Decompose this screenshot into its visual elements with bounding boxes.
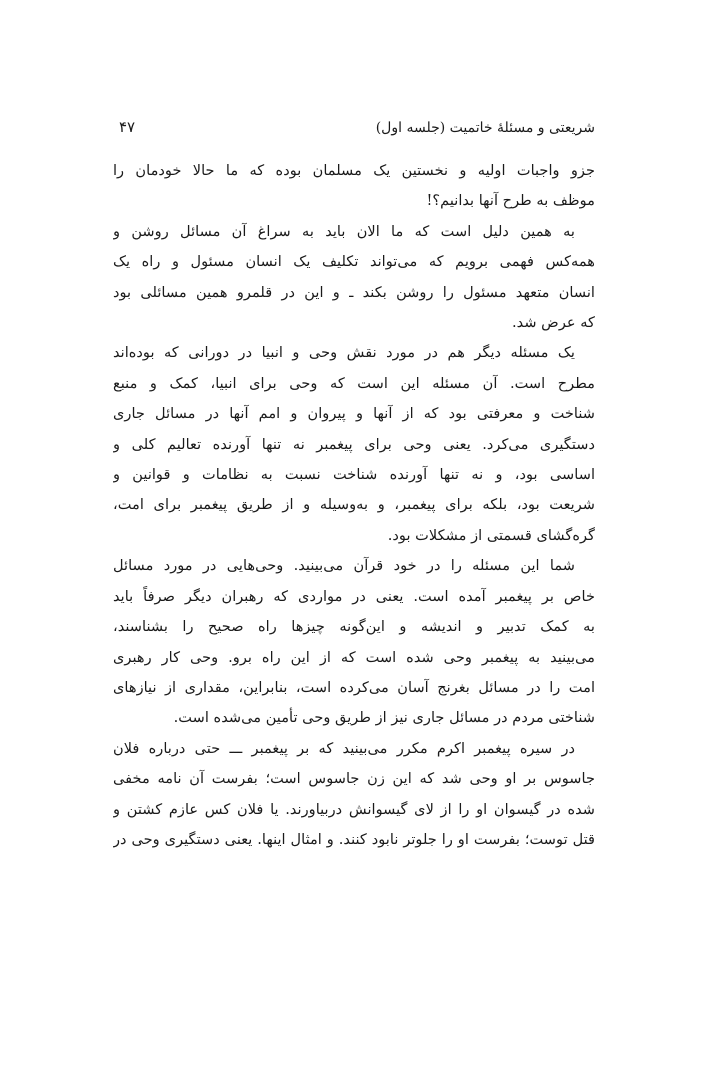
text-line: یک مسئله دیگر هم در مورد نقش وحی و انبیا در دورانی که بوده‌اند bbox=[113, 344, 575, 362]
text-line: دستگیری می‌کرد. یعنی وحی برای پیغمبر نه تنها آورنده تعالیم کلی و bbox=[113, 435, 595, 453]
paragraph-4 bbox=[113, 551, 595, 733]
text-line: خاص بر پیغمبر آمده است. یعنی در مواردی که رهبران دیگر صرفاً باید bbox=[113, 587, 595, 605]
text-line: گره‌گشای قسمتی از مشکلات بود. bbox=[387, 526, 595, 544]
text-line: شریعت بود، بلکه برای پیغمبر، و به‌وسیله و از طریق پیغمبر برای امت، bbox=[113, 496, 595, 514]
paragraph-5 bbox=[113, 734, 595, 856]
paragraph-1 bbox=[113, 156, 595, 217]
text-line: شناخت و معرفتی بود که از آنها و پیروان و امم آنها در مسائل جاری bbox=[113, 405, 595, 423]
text-line: موظف به طرح آنها بدانیم؟! bbox=[426, 192, 595, 210]
running-header-title: شریعتی و مسئلهٔ خاتمیت (جلسه اول) bbox=[375, 120, 595, 136]
paragraph-3 bbox=[113, 338, 595, 551]
text-line: به کمک تدبیر و اندیشه و این‌گونه چیزها راه صحیح را بشناسند، bbox=[113, 618, 595, 636]
text-line: به همین دلیل است که ما الان باید به سراغ آن مسائل روشن و bbox=[113, 222, 575, 240]
page-number: ۴۷ bbox=[119, 118, 136, 136]
body-text bbox=[113, 156, 595, 855]
book-page bbox=[113, 118, 595, 855]
text-line: که عرض شد. bbox=[512, 314, 595, 332]
text-line: امت را در مسائل بغرنج آسان می‌کرده است، بنابراین، مقداری از نیازهای bbox=[113, 678, 595, 696]
text-line: مطرح است. آن مسئله این است که وحی برای انبیا، کمک و منبع bbox=[113, 374, 595, 392]
text-line: جاسوس بر او وحی شد که این زن جاسوس است؛ بفرست آن نامه مخفی bbox=[113, 770, 595, 788]
text-line: قتل توست؛ بفرست او را جلوتر نابود کنند. و امثال اینها. یعنی دستگیری وحی در bbox=[113, 830, 595, 848]
text-line: می‌بینید به پیغمبر وحی شده است که از این راه برو. وحی کار رهبری bbox=[113, 648, 595, 666]
text-line: اساسی بود، و نه تنها آورنده شناخت نسبت به نظامات و قوانین و bbox=[113, 466, 595, 484]
text-line: شده در گیسوان او را از لای گیسوانش دربیاورند. یا فلان کس عازم کشتن و bbox=[113, 800, 595, 818]
paragraph-2 bbox=[113, 217, 595, 339]
text-line: جزو واجبات اولیه و نخستین یک مسلمان بوده که ما حالا خودمان را bbox=[113, 162, 595, 179]
text-line: همه‌کس فهمی برویم که می‌تواند تکلیف یک انسان مسئول و راه یک bbox=[113, 253, 595, 271]
running-header bbox=[113, 118, 595, 144]
text-line: در سیره پیغمبر اکرم مکرر می‌بینید که بر پیغمبر ـــ حتی درباره فلان bbox=[113, 739, 575, 757]
text-line: شما این مسئله را در خود قرآن می‌بینید. وحی‌هایی در مورد مسائل bbox=[113, 557, 575, 575]
text-line: شناختی مردم در مسائل جاری نیز از طریق وحی تأمین می‌شده است. bbox=[173, 709, 595, 727]
text-line: انسان متعهد مسئول را روشن بکند ـ و این در قلمرو همین مسائلی بود bbox=[113, 283, 595, 301]
